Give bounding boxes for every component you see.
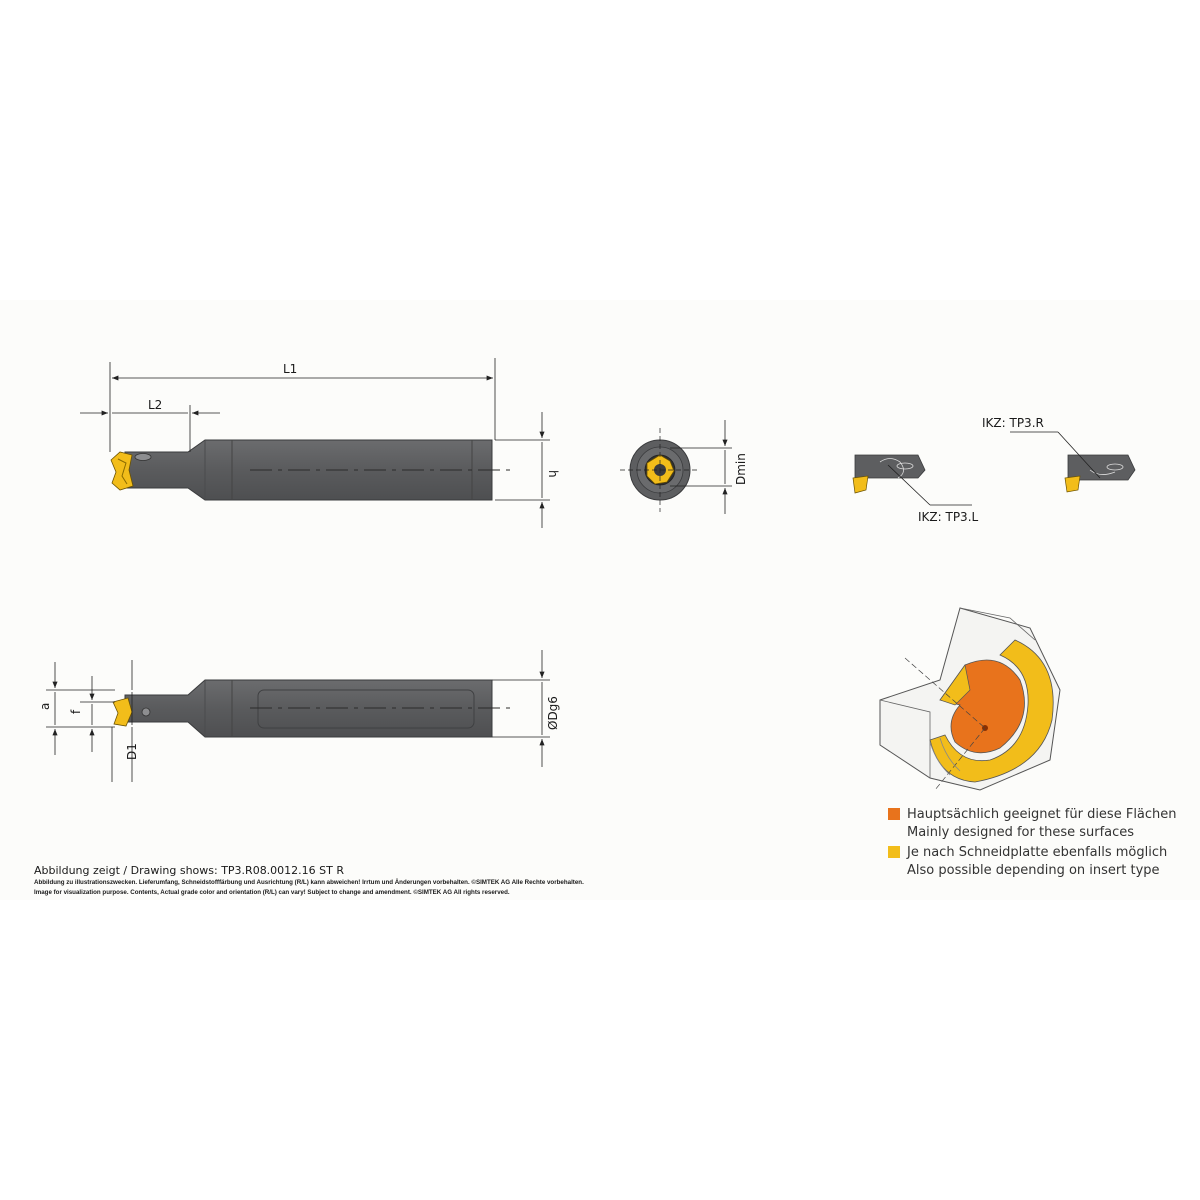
drawing-shows-caption: Abbildung zeigt / Drawing shows: TP3.R08.0012.16 ST R [34, 864, 345, 877]
dim-f: f [69, 709, 83, 714]
dim-dmin: Dmin [734, 453, 748, 485]
dim-a: a [38, 702, 52, 710]
dim-dg6: ØDg6 [546, 696, 560, 730]
tool-top-view [111, 440, 510, 500]
tool-side-view [113, 680, 510, 737]
legend-row-primary [888, 806, 1177, 842]
legend-text-secondary [907, 844, 1167, 880]
disclaimer-en: Image for visualization purpose. Contents, Actual grade color and orientation (R/L) can vary! Subject to change and amendment. ©SIMTEK AG All rights reserved. [34, 889, 510, 896]
legend-swatch-primary [888, 808, 900, 820]
dim-l1: L1 [283, 362, 298, 376]
legend-primary-en: Mainly designed for these surfaces [907, 825, 1135, 840]
legend-secondary-de: Je nach Schneidplatte ebenfalls möglich [907, 845, 1168, 860]
surface-illustration [880, 608, 1060, 790]
insert-detail-right [1010, 432, 1135, 492]
legend [888, 806, 1177, 882]
insert-detail-left [853, 455, 972, 505]
legend-swatch-secondary [888, 846, 900, 858]
dim-d1: D1 [125, 743, 139, 760]
tool-end-view [620, 428, 700, 512]
legend-row-secondary [888, 844, 1177, 880]
dim-h: h [546, 470, 560, 478]
dim-l2: L2 [148, 398, 163, 412]
disclaimer-de: Abbildung zu illustrationszwecken. Lieferumfang, Schneidstofffärbung und Ausrichtung (R/L) kann abweichen! Irrtum und Änderungen vorbehalten. ©SIMTEK AG Alle Rechte vorbehalten. [34, 879, 584, 886]
label-ikz-right: IKZ: TP3.R [982, 416, 1044, 430]
legend-secondary-en: Also possible depending on insert type [907, 863, 1160, 878]
legend-text-primary [907, 806, 1177, 842]
label-ikz-left: IKZ: TP3.L [918, 510, 979, 524]
legend-primary-de: Hauptsächlich geeignet für diese Flächen [907, 807, 1177, 822]
